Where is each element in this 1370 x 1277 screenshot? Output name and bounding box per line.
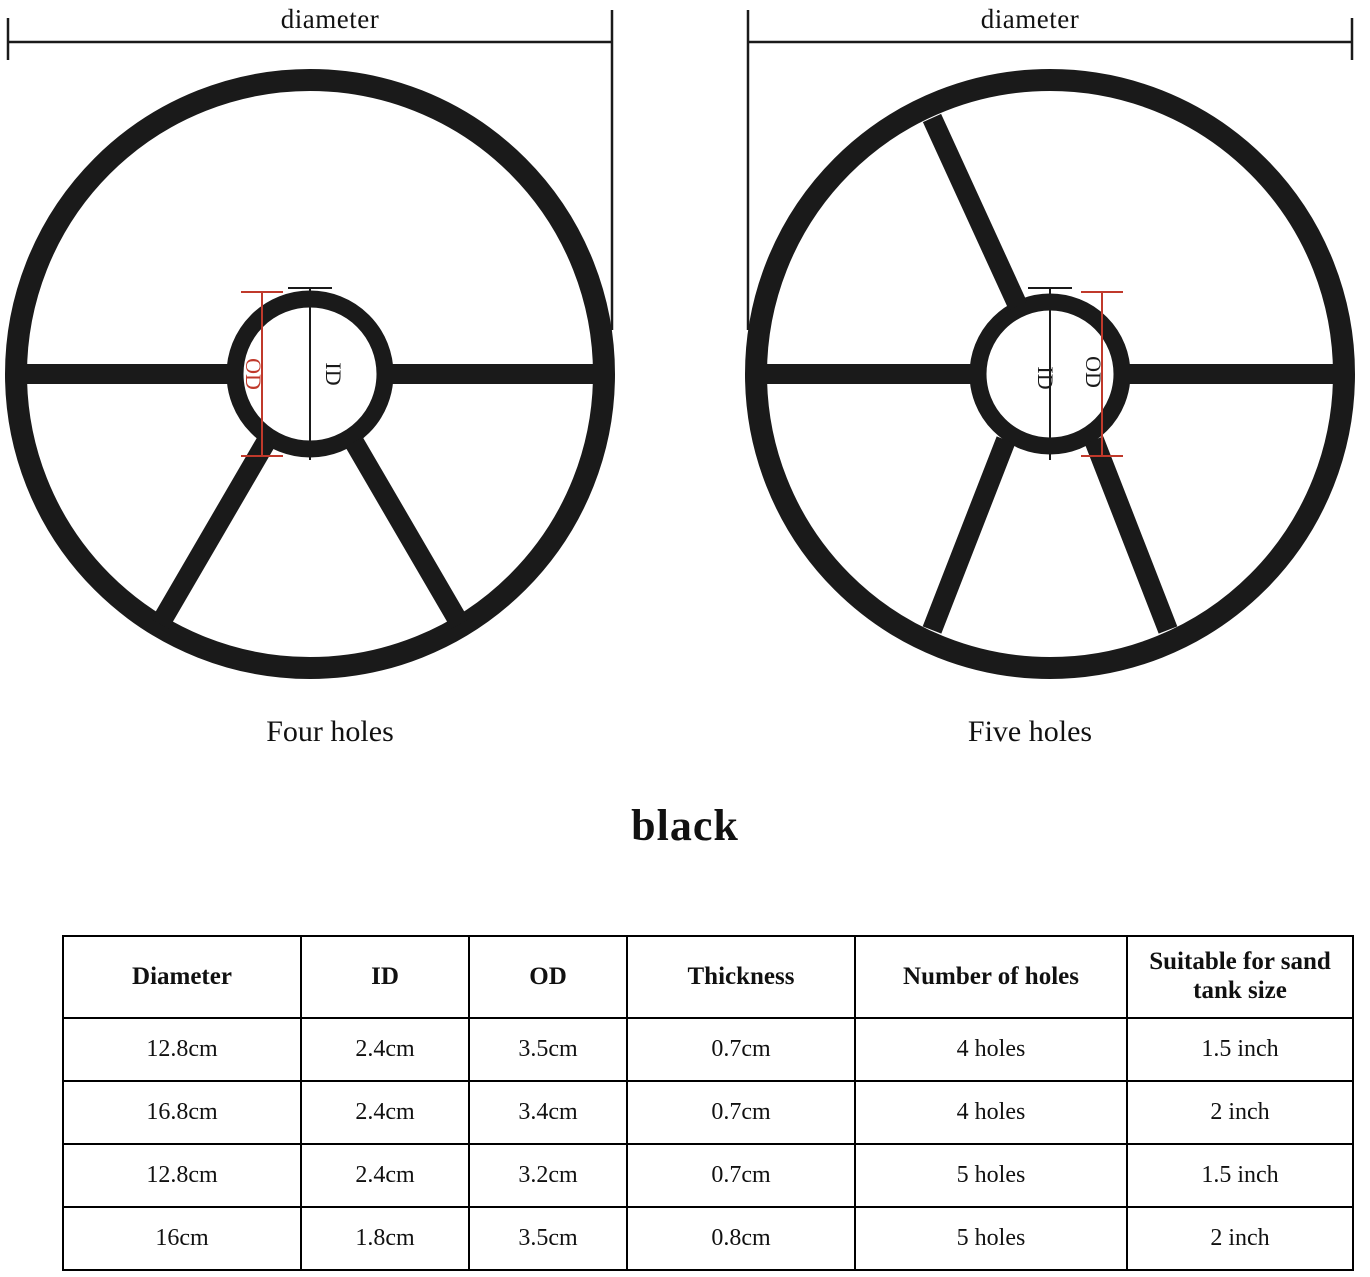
cell-od: 3.5cm [469, 1207, 627, 1270]
cell-thickness: 0.7cm [627, 1144, 855, 1207]
cell-thickness: 0.8cm [627, 1207, 855, 1270]
spec-table-wrapper [62, 935, 1352, 1271]
four-hole-gasket-drawing [0, 0, 660, 700]
header-sand-tank-size: Suitable for sand tank size [1127, 936, 1353, 1018]
header-number-of-holes: Number of holes [855, 936, 1127, 1018]
spec-table [62, 935, 1354, 1271]
caption-five-holes: Five holes [967, 715, 1093, 748]
cell-holes: 5 holes [855, 1207, 1127, 1270]
od-label-right-text: OD [1081, 356, 1106, 388]
header-thickness: Thickness [627, 936, 855, 1018]
diagram-five-holes [700, 0, 1360, 790]
cell-tank-size: 2 inch [1127, 1081, 1353, 1144]
table-row [63, 1081, 1353, 1144]
cell-holes: 4 holes [855, 1081, 1127, 1144]
cell-diameter: 12.8cm [63, 1144, 301, 1207]
cell-id: 2.4cm [301, 1018, 469, 1081]
cell-id: 1.8cm [301, 1207, 469, 1270]
cell-holes: 5 holes [855, 1144, 1127, 1207]
cell-od: 3.2cm [469, 1144, 627, 1207]
cell-diameter: 12.8cm [63, 1018, 301, 1081]
cell-thickness: 0.7cm [627, 1018, 855, 1081]
diameter-label-right: diameter [980, 4, 1080, 34]
cell-id: 2.4cm [301, 1081, 469, 1144]
cell-tank-size: 1.5 inch [1127, 1144, 1353, 1207]
cell-diameter: 16.8cm [63, 1081, 301, 1144]
five-hole-gasket-drawing [700, 0, 1360, 700]
diagram-four-holes [0, 0, 660, 790]
cell-tank-size: 2 inch [1127, 1207, 1353, 1270]
cell-tank-size: 1.5 inch [1127, 1018, 1353, 1081]
header-diameter: Diameter [63, 936, 301, 1018]
header-od: OD [469, 936, 627, 1018]
header-id: ID [301, 936, 469, 1018]
cell-holes: 4 holes [855, 1018, 1127, 1081]
cell-diameter: 16cm [63, 1207, 301, 1270]
table-header-row [63, 936, 1353, 1018]
od-label-left-text: OD [241, 358, 266, 390]
table-row [63, 1144, 1353, 1207]
color-title: black [631, 801, 739, 850]
cell-od: 3.4cm [469, 1081, 627, 1144]
id-label-right-text: ID [1033, 366, 1058, 390]
table-row [63, 1018, 1353, 1081]
id-label-left-text: ID [321, 362, 346, 386]
diameter-label-left: diameter [280, 4, 380, 34]
cell-od: 3.5cm [469, 1018, 627, 1081]
cell-id: 2.4cm [301, 1144, 469, 1207]
table-row [63, 1207, 1353, 1270]
caption-four-holes: Four holes [266, 715, 394, 748]
cell-thickness: 0.7cm [627, 1081, 855, 1144]
